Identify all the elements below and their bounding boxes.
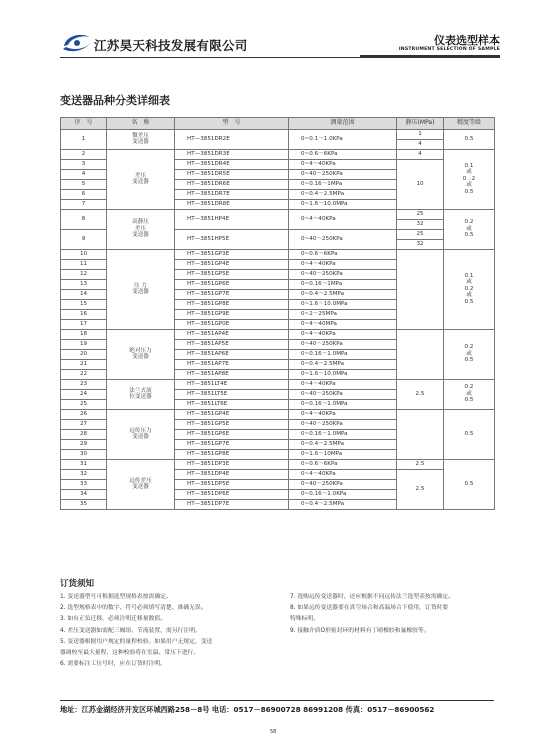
model-number: HT—3851AP6E <box>175 349 289 359</box>
col-header-static: 静压(MPa) <box>397 118 444 130</box>
static-pressure: 25 <box>397 209 444 219</box>
model-number: HT—3851GP4E <box>175 409 289 419</box>
row-number: 29 <box>61 439 107 449</box>
model-number: HT—3851GP7E <box>175 439 289 449</box>
static-pressure <box>397 249 444 329</box>
measurement-range: 0~4～40MPa <box>289 319 397 329</box>
accuracy-class: 0.1 或 0.2 或 0.5 <box>444 249 495 329</box>
order-note-line: 8. 如果远传变送器要在真空场合和高温场合下使用，订货时要 <box>290 605 449 612</box>
row-number: 24 <box>61 389 107 399</box>
row-number: 15 <box>61 299 107 309</box>
col-header-model: 型 号 <box>175 118 289 130</box>
model-number: HT—3851LT5E <box>175 389 289 399</box>
page-title: 变送器品种分类详细表 <box>60 94 170 107</box>
row-number: 11 <box>61 259 107 269</box>
transmitter-name: 远传差压 变送器 <box>107 459 175 509</box>
table-row <box>61 149 495 159</box>
model-number: HT—3851DR8E <box>175 199 289 209</box>
measurement-range: 0~0.1～1.0KPa <box>289 129 397 149</box>
model-number: HT—3851GP3E <box>175 249 289 259</box>
model-number: HT—3851LT6E <box>175 399 289 409</box>
model-number: HT—3851DR2E <box>175 129 289 149</box>
model-number: HT—3851AP8E <box>175 369 289 379</box>
transmitter-name: 压 力 变送器 <box>107 249 175 329</box>
measurement-range: 0~0.16～1.0MPa <box>289 349 397 359</box>
header-divider <box>60 57 500 58</box>
row-number: 3 <box>61 159 107 169</box>
row-number: 10 <box>61 249 107 259</box>
order-note-line: 3. 如有正负迁移，必须注明迁移量数值。 <box>60 616 166 623</box>
company-name: 江苏昊天科技发展有限公司 <box>94 38 248 53</box>
model-number: HT—3851DP3E <box>175 459 289 469</box>
page-header <box>60 30 500 70</box>
static-pressure: 4 <box>397 139 444 149</box>
measurement-range: 0~4～40KPa <box>289 329 397 339</box>
row-number: 34 <box>61 489 107 499</box>
model-number: HT—3851DP5E <box>175 479 289 489</box>
sample-title-cn: 仪表选型样本 <box>434 34 500 47</box>
transmitter-name: 差压 变送器 <box>107 149 175 209</box>
model-number: HT—3851GP9E <box>175 309 289 319</box>
order-note-line: 4. 差压变送器如需配三阀组、节流装置，需另行注明。 <box>60 627 201 634</box>
measurement-range: 0~4～40KPa <box>289 379 397 389</box>
static-pressure: 32 <box>397 219 444 229</box>
table-row <box>61 209 495 219</box>
static-pressure: 2.5 <box>397 469 444 509</box>
measurement-range: 0~4～40KPa <box>289 259 397 269</box>
page-number: 58 <box>270 729 277 735</box>
order-note-line: 2. 选型规格表中的数字，符号必须填写清楚、准确无误。 <box>60 605 207 612</box>
header-divider-bold <box>360 55 500 57</box>
measurement-range: 0~1.6～10.0MPa <box>289 199 397 209</box>
notes-left-column <box>60 592 285 670</box>
transmitter-name: 法兰式液 位变送器 <box>107 379 175 409</box>
model-number: HT—3851DR4E <box>175 159 289 169</box>
accuracy-class: 0.2 或 0.5 <box>444 379 495 409</box>
model-number: HT—3851GP8E <box>175 449 289 459</box>
measurement-range: 0~2～25MPa <box>289 309 397 319</box>
row-number: 28 <box>61 429 107 439</box>
row-number: 23 <box>61 379 107 389</box>
measurement-range: 0~40～250KPa <box>289 269 397 279</box>
model-number: HT—3851DR5E <box>175 169 289 179</box>
accuracy-class: 0.1 或 0 . 2 或 0.5 <box>444 149 495 209</box>
footer-contact: 地址：江苏金湖经济开发区环城西路258－8号 电话：0517－86900728 86991208 传真：0517－86900562 <box>60 705 435 714</box>
row-number: 2 <box>61 149 107 159</box>
accuracy-class: 0.5 <box>444 409 495 459</box>
row-number: 32 <box>61 469 107 479</box>
table-body <box>61 129 495 509</box>
model-number: HT—3851GP5E <box>175 419 289 429</box>
static-pressure: 10 <box>397 159 444 209</box>
measurement-range: 0~0.16～1.0MPa <box>289 399 397 409</box>
measurement-range: 0~4～40KPa <box>289 159 397 169</box>
transmitter-name: 微差压 变送器 <box>107 129 175 149</box>
col-header-name: 名 称 <box>107 118 175 130</box>
order-note-line: 7. 选购远传变送器时，还应根据不同远传法兰选型表按需确定。 <box>290 594 454 600</box>
row-number: 14 <box>61 289 107 299</box>
measurement-range: 0~40～250KPa <box>289 169 397 179</box>
model-number: HT—3851DP4E <box>175 469 289 479</box>
order-note-line: 6. 需要标注工位号时，应在订货时注明。 <box>60 661 166 668</box>
measurement-range: 0~1.6～10.0MPa <box>289 369 397 379</box>
row-number: 7 <box>61 199 107 209</box>
transmitter-table-container <box>60 117 494 510</box>
table-row <box>61 249 495 259</box>
table-row <box>61 129 495 139</box>
transmitter-table <box>60 117 495 510</box>
static-pressure: 1 <box>397 129 444 139</box>
order-note-line: 9. 接触介质O形密封环的材料有丁晴橡胶和氟橡胶等。 <box>290 627 430 634</box>
transmitter-name: 绝对压力 变送器 <box>107 329 175 379</box>
model-number: HT—3851GP0E <box>175 319 289 329</box>
row-number: 18 <box>61 329 107 339</box>
static-pressure: 4 <box>397 149 444 159</box>
measurement-range: 0~40～250KPa <box>289 229 397 249</box>
measurement-range: 0~40～250KPa <box>289 339 397 349</box>
model-number: HT—3851HP4E <box>175 209 289 229</box>
static-pressure: 32 <box>397 239 444 249</box>
model-number: HT—3851DR7E <box>175 189 289 199</box>
static-pressure: 25 <box>397 229 444 239</box>
order-note-line: 1. 变送器型号可根据选型规格表按需确定。 <box>60 594 172 600</box>
measurement-range: 0~0.16～1MPa <box>289 179 397 189</box>
table-row <box>61 379 495 389</box>
row-number: 6 <box>61 189 107 199</box>
model-number: HT—3851DR3E <box>175 149 289 159</box>
row-number: 26 <box>61 409 107 419</box>
row-number: 33 <box>61 479 107 489</box>
measurement-range: 0~40～250KPa <box>289 419 397 429</box>
measurement-range: 0~0.4～2.5MPa <box>289 189 397 199</box>
notes-title: 订货须知 <box>60 579 95 589</box>
company-logo-icon <box>60 30 94 56</box>
row-number: 30 <box>61 449 107 459</box>
model-number: HT—3851GP8E <box>175 299 289 309</box>
row-number: 20 <box>61 349 107 359</box>
measurement-range: 0~0.4～2.5MPa <box>289 439 397 449</box>
measurement-range: 0~0.4～2.5MPa <box>289 289 397 299</box>
model-number: HT—3851GP4E <box>175 259 289 269</box>
row-number: 16 <box>61 309 107 319</box>
row-number: 8 <box>61 209 107 229</box>
measurement-range: 0~4～40KPa <box>289 209 397 229</box>
measurement-range: 0~40～250KPa <box>289 389 397 399</box>
model-number: HT—3851HP5E <box>175 229 289 249</box>
model-number: HT—3851LT4E <box>175 379 289 389</box>
accuracy-class: 0.5 <box>444 459 495 509</box>
order-note-line: 特殊标明。 <box>290 616 319 623</box>
row-number: 17 <box>61 319 107 329</box>
sample-title-en: INSTRUMENT SELECTION OF SAMPLE <box>398 47 500 52</box>
model-number: HT—3851GP6E <box>175 279 289 289</box>
transmitter-name: 高静压 差压 变送器 <box>107 209 175 249</box>
table-row <box>61 459 495 469</box>
accuracy-class: 0.2 或 0.5 <box>444 209 495 249</box>
row-number: 25 <box>61 399 107 409</box>
row-number: 9 <box>61 229 107 249</box>
row-number: 1 <box>61 129 107 149</box>
accuracy-class: 0.2 或 0.5 <box>444 329 495 379</box>
measurement-range: 0~1.6～10.0MPa <box>289 299 397 309</box>
static-pressure <box>397 409 444 459</box>
table-row <box>61 329 495 339</box>
table-header-row <box>61 118 495 130</box>
measurement-range: 0~0.16～1.0KPa <box>289 489 397 499</box>
col-header-no: 序 号 <box>61 118 107 130</box>
model-number: HT—3851AP5E <box>175 339 289 349</box>
model-number: HT—3851GP7E <box>175 289 289 299</box>
model-number: HT—3851GP5E <box>175 269 289 279</box>
row-number: 22 <box>61 369 107 379</box>
row-number: 5 <box>61 179 107 189</box>
row-number: 21 <box>61 359 107 369</box>
row-number: 4 <box>61 169 107 179</box>
measurement-range: 0~4～40KPa <box>289 469 397 479</box>
measurement-range: 0~0.4～2.5MPa <box>289 359 397 369</box>
measurement-range: 0~0.6～6KPa <box>289 459 397 469</box>
measurement-range: 0~0.6～6KPa <box>289 249 397 259</box>
notes-right-column <box>290 592 495 637</box>
accuracy-class: 0.5 <box>444 129 495 149</box>
row-number: 27 <box>61 419 107 429</box>
measurement-range: 0~40～250KPa <box>289 479 397 489</box>
measurement-range: 0~0.4～2.5MPa <box>289 499 397 509</box>
model-number: HT—3851DP6E <box>175 489 289 499</box>
model-number: HT—3851GP6E <box>175 429 289 439</box>
transmitter-name: 远传压力 变送器 <box>107 409 175 459</box>
row-number: 31 <box>61 459 107 469</box>
static-pressure: 2.5 <box>397 459 444 469</box>
static-pressure: 2.5 <box>397 379 444 409</box>
measurement-range: 0~0.6～6KPa <box>289 149 397 159</box>
measurement-range: 0~4～40KPa <box>289 409 397 419</box>
footer-divider <box>60 700 494 701</box>
order-note-line: 器调校至最大量程，这种校验将在室温、常压下进行。 <box>60 650 200 657</box>
static-pressure <box>397 329 444 379</box>
measurement-range: 0~0.16～1MPa <box>289 279 397 289</box>
model-number: HT—3851DR6E <box>175 179 289 189</box>
model-number: HT—3851AP4E <box>175 329 289 339</box>
order-note-line: 5. 变送器根据用户规定的量程校验。如果用户无规定，变送 <box>60 638 213 645</box>
model-number: HT—3851AP7E <box>175 359 289 369</box>
row-number: 12 <box>61 269 107 279</box>
model-number: HT—3851DP7E <box>175 499 289 509</box>
table-row <box>61 409 495 419</box>
row-number: 19 <box>61 339 107 349</box>
measurement-range: 0~1.6～10MPa <box>289 449 397 459</box>
col-header-accuracy: 精度等级 <box>444 118 495 130</box>
row-number: 35 <box>61 499 107 509</box>
row-number: 13 <box>61 279 107 289</box>
col-header-range: 测量范围 <box>289 118 397 130</box>
measurement-range: 0~0.16～1.0MPa <box>289 429 397 439</box>
